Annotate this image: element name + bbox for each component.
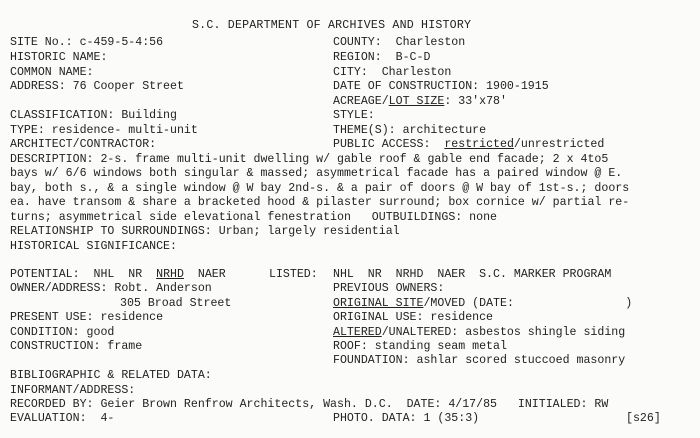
- public-access-label: PUBLIC ACCESS:: [333, 138, 445, 151]
- region: REGION: B-C-D: [333, 51, 431, 64]
- original-site-label: ORIGINAL SITE: [333, 297, 424, 310]
- description-line: DESCRIPTION: 2-s. frame multi-unit dwelling w/ gable roof & gable end facade; 2 x 4to5: [10, 153, 609, 166]
- classification: CLASSIFICATION: Building: [10, 109, 177, 122]
- listed-options: NHL NR NRHD NAER S.C. MARKER PROGRAM: [333, 268, 612, 281]
- relationship-to-surroundings: RELATIONSHIP TO SURROUNDINGS: Urban; largely residential: [10, 225, 400, 238]
- potential-label: POTENTIAL: NHL NR: [10, 268, 157, 281]
- altered-label: ALTERED: [333, 326, 382, 339]
- site-number: SITE No.: c-459-5-4:56: [10, 36, 164, 49]
- acreage-lot-size: [333, 95, 507, 109]
- construction: CONSTRUCTION: frame: [10, 340, 143, 353]
- roof: ROOF: standing seam metal: [333, 340, 507, 353]
- condition: CONDITION: good: [10, 326, 115, 339]
- description-line: ea. have transom & share a bracketed hood & pilaster surround; box cornice w/ partial re-: [10, 196, 630, 209]
- city: CITY: Charleston: [333, 66, 452, 79]
- date-of-construction: DATE OF CONSTRUCTION: 1900-1915: [333, 80, 549, 93]
- historical-significance: HISTORICAL SIGNIFICANCE:: [10, 240, 177, 253]
- listed-label: LISTED:: [269, 268, 318, 281]
- photo-data: PHOTO. DATA: 1 (35:3): [333, 412, 480, 425]
- present-use: PRESENT USE: residence: [10, 311, 164, 324]
- altered-unaltered: [333, 326, 625, 340]
- card-reference: [s26]: [626, 412, 661, 425]
- lot-size-value: : 33'x78': [444, 95, 507, 108]
- description-line: bay, both s., & a single window @ W bay 2nd-s. & a pair of doors @ W bay of 1st-s.; doors: [10, 182, 630, 195]
- description-line: turns; asymmetrical side elevational fenestration OUTBUILDINGS: none: [10, 211, 498, 224]
- moved-date: /MOVED (DATE: ): [423, 297, 633, 310]
- foundation: FOUNDATION: ashlar scored stuccoed masonry: [333, 354, 626, 367]
- common-name: COMMON NAME:: [10, 66, 94, 79]
- public-access-restricted: restricted: [444, 138, 514, 151]
- style: STYLE:: [333, 109, 375, 122]
- address: ADDRESS: 76 Cooper Street: [10, 80, 184, 93]
- potential-nrhd: NRHD: [156, 268, 184, 281]
- owner-address: OWNER/ADDRESS: Robt. Anderson: [10, 282, 212, 295]
- county: COUNTY: Charleston: [333, 36, 466, 49]
- themes: THEME(S): architecture: [333, 124, 487, 137]
- card-title: S.C. DEPARTMENT OF ARCHIVES AND HISTORY: [192, 19, 472, 32]
- original-use: ORIGINAL USE: residence: [333, 311, 494, 324]
- informant-address: INFORMANT/ADDRESS:: [10, 384, 136, 397]
- public-access: [333, 138, 604, 152]
- potential: [10, 268, 226, 282]
- description-line: bays w/ 6/6 windows both singular & massed; asymmetrical facade has a paired window @ E.: [10, 167, 623, 180]
- altered-detail: /UNALTERED: asbestos shingle siding: [381, 326, 626, 339]
- original-site: [333, 297, 632, 311]
- type: TYPE: residence- multi-unit: [10, 124, 198, 137]
- historic-name: HISTORIC NAME:: [10, 51, 108, 64]
- public-access-unrestricted: /unrestricted: [513, 138, 605, 151]
- lot-size-label: LOT SIZE: [388, 95, 445, 108]
- architect-contractor: ARCHITECT/CONTRACTOR:: [10, 138, 157, 151]
- recorded-by: RECORDED BY: Geier Brown Renfrow Architects, Wash. D.C. DATE: 4/17/85 INITIALED: RW: [10, 398, 609, 411]
- evaluation: EVALUATION: 4-: [10, 412, 115, 425]
- acreage-label: ACREAGE/: [333, 95, 389, 108]
- owner-address-line2: 305 Broad Street: [120, 297, 232, 310]
- potential-naer: NAER: [183, 268, 226, 281]
- bibliographic-data: BIBLIOGRAPHIC & RELATED DATA:: [10, 369, 212, 382]
- previous-owners: PREVIOUS OWNERS:: [333, 282, 445, 295]
